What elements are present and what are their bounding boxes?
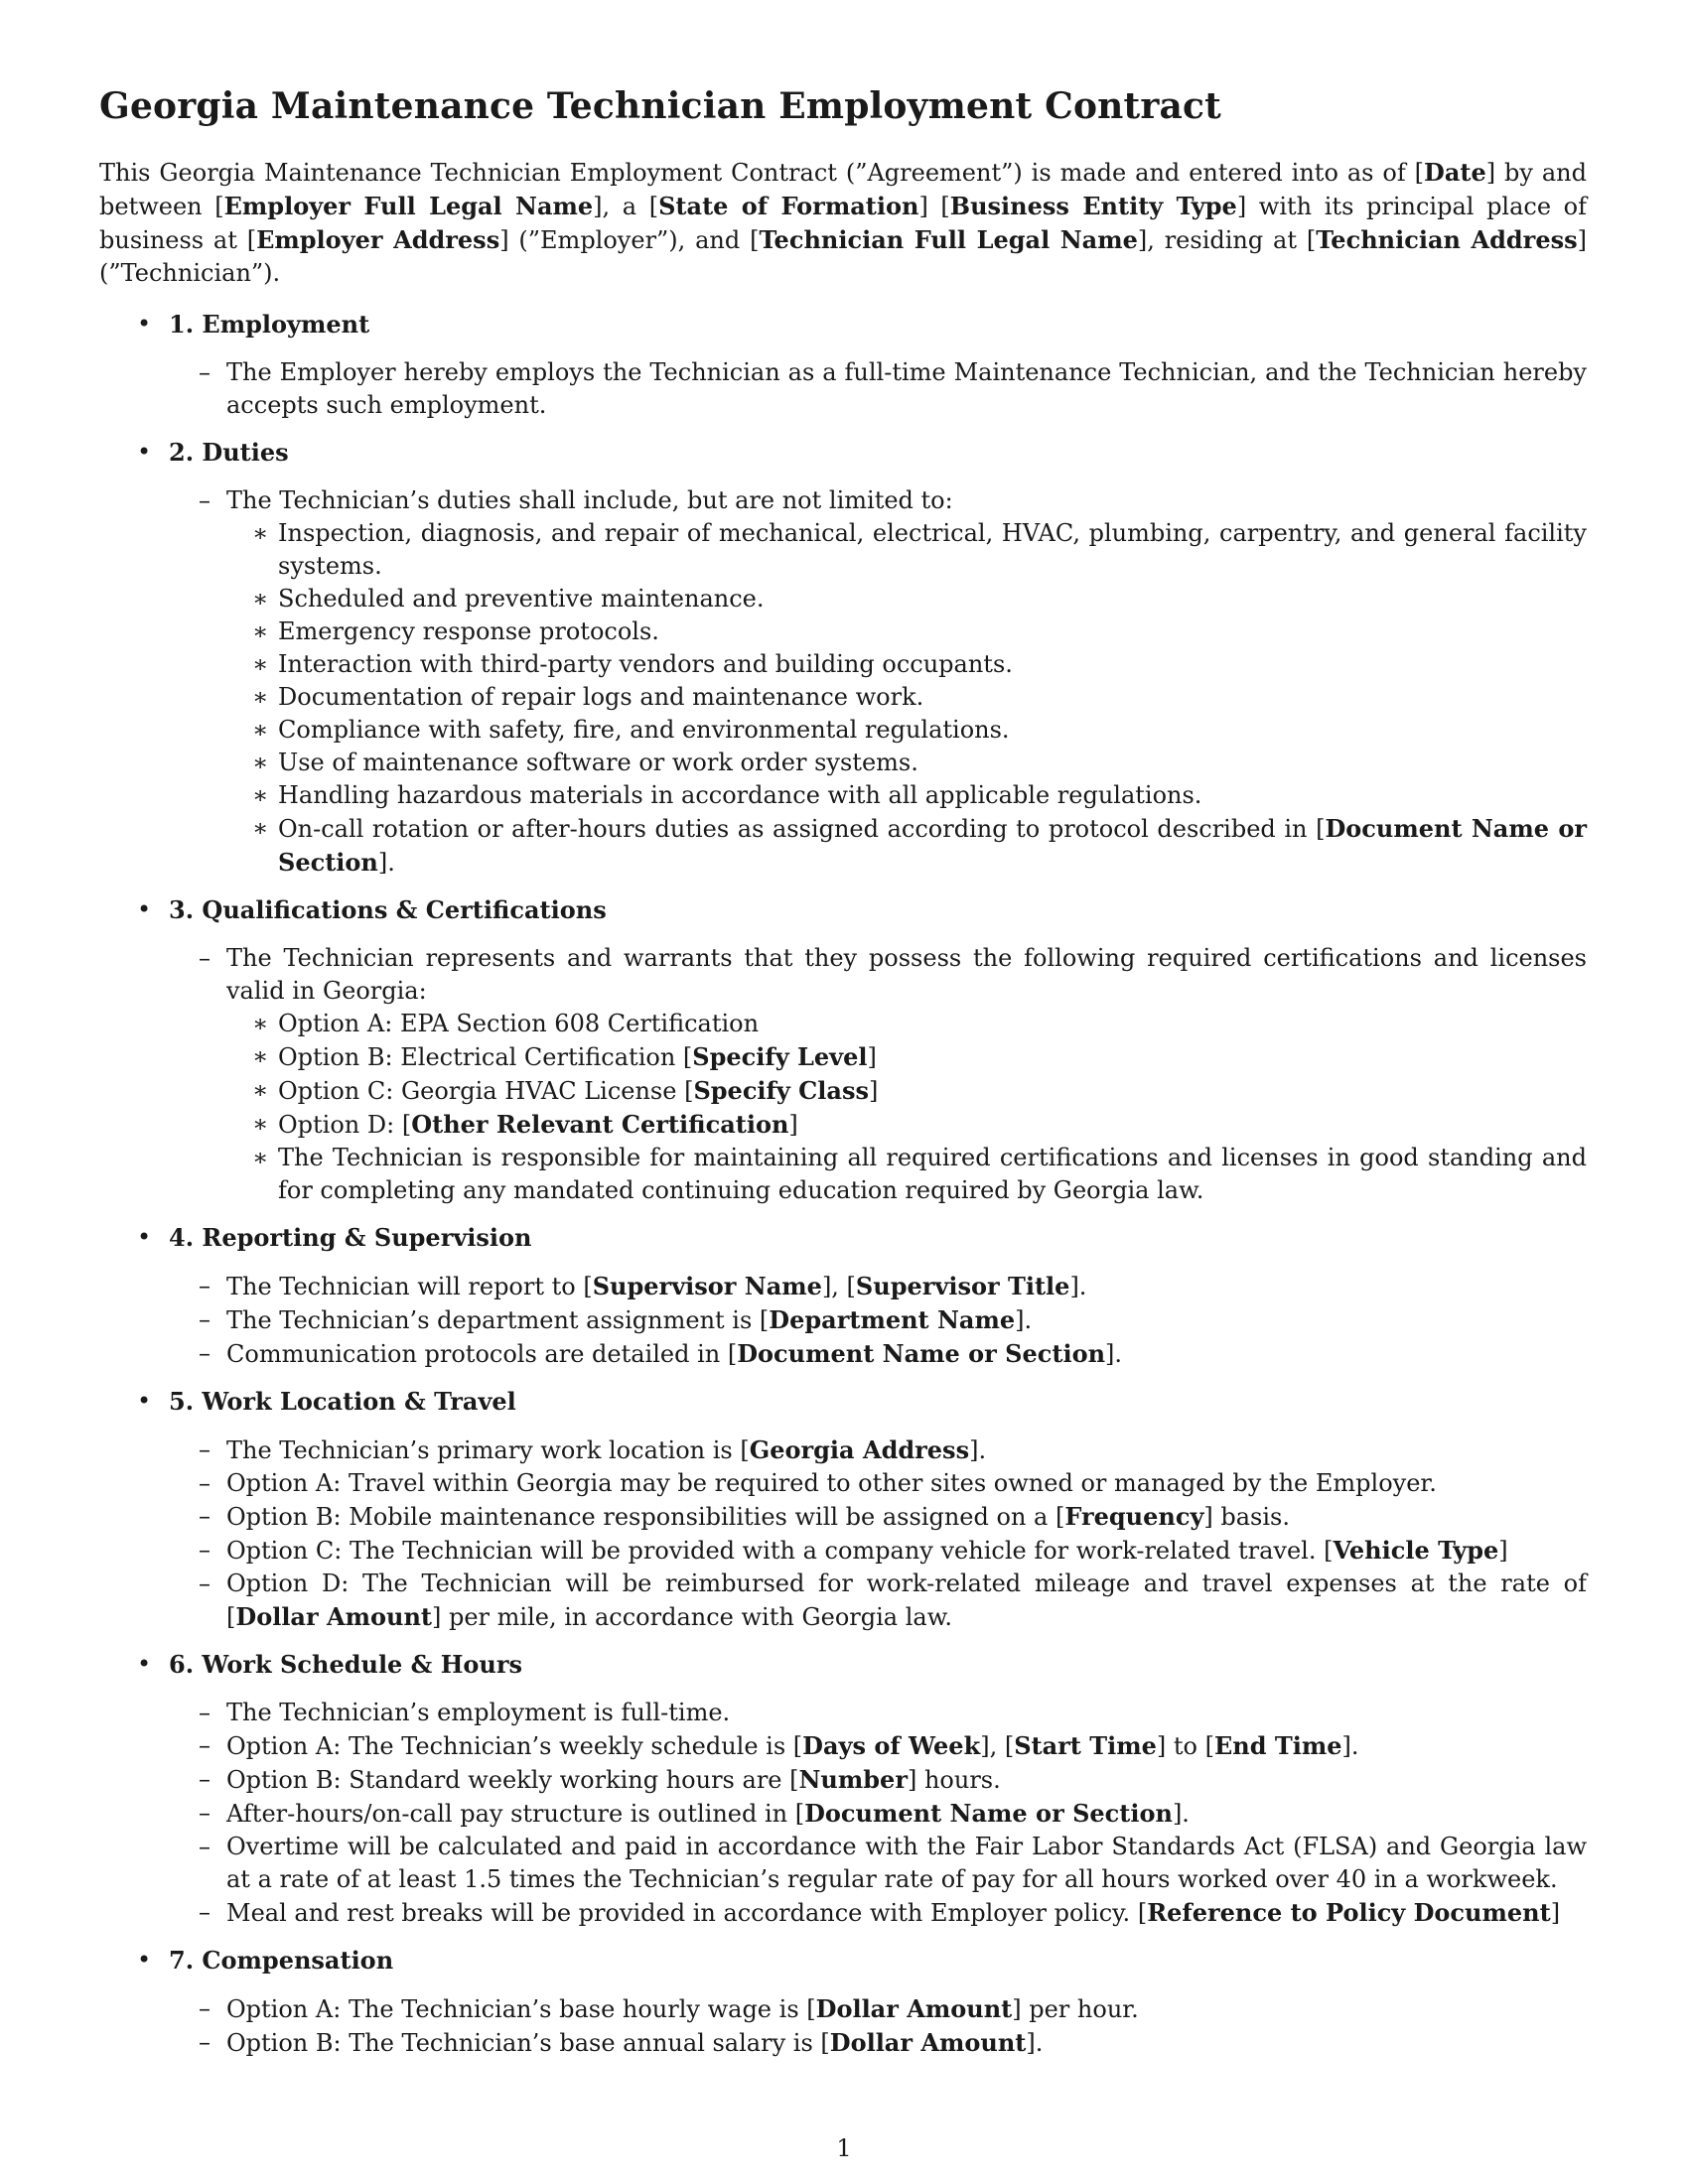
text-run: The Technician’s department assignment is [ [226,1306,770,1335]
text-run: ], [ [980,1732,1015,1761]
text-run: ]. [1015,1306,1033,1335]
clause-text [226,1899,1560,1927]
text-run: Option A: The Technician’s base hourly wage is [ [226,1995,816,2024]
subclause-item [226,747,1587,779]
text-run: The Technician’s employment is full-time. [226,1699,731,1727]
text-run: ]. [1026,2029,1044,2058]
clause-item [169,1568,1587,1634]
text-run: ]. [1172,1800,1190,1829]
placeholder-field: Frequency [1064,1502,1204,1532]
subclause-list [226,1008,1587,1207]
clause-text [226,2029,1043,2057]
text-run: Documentation of repair logs and maintenance work. [278,683,924,712]
text-run: Meal and rest breaks will be provided in accordance with Employer policy. [ [226,1899,1148,1928]
clause-text [226,1833,1587,1893]
dash-icon: – [199,1765,211,1794]
text-run: Option A: The Technician’s weekly schedule is [ [226,1732,803,1761]
asterisk-icon: ∗ [252,683,269,712]
text-run: Option A: EPA Section 608 Certification [278,1010,760,1038]
clause-text [226,1537,1508,1565]
clause-item [169,356,1587,422]
clause-item [169,1992,1587,2026]
text-run: The Employer hereby employs the Technician as a full-time Maintenance Technician, and the Technician hereby accepts such employment. [226,358,1587,420]
bullet-icon: • [137,438,152,467]
clause-list [169,484,1587,880]
text-run: Communication protocols are detailed in [ [226,1340,738,1369]
clause-item [169,1729,1587,1763]
asterisk-icon: ∗ [252,1144,269,1172]
text-run: Compliance with safety, fire, and environmental regulations. [278,716,1010,745]
text-run: ] per hour. [1012,1995,1139,2024]
dash-icon: – [199,1339,211,1368]
text-run: Option A: Travel within Georgia may be required to other sites owned or managed by the Employer. [226,1469,1437,1498]
clause-item [169,1337,1587,1371]
section-title: 7. Compensation [169,1946,394,1976]
text-run: The Technician’s duties shall include, but are not limited to: [226,486,953,515]
clause-text [226,1340,1122,1368]
clause-text [226,358,1587,419]
bullet-icon: • [137,1650,152,1679]
placeholder-field: Dollar Amount [815,1994,1013,2024]
text-run: Option B: The Technician’s base annual salary is [ [226,2029,830,2058]
clause-item [169,1797,1587,1831]
text-run: Inspection, diagnosis, and repair of mechanical, electrical, HVAC, plumbing, carpentry, and general facility systems. [278,519,1587,581]
text-run: Option B: Standard weekly working hours are [ [226,1766,799,1795]
dash-icon: – [199,1502,211,1531]
placeholder-field: Other Relevant Certification [411,1110,789,1140]
placeholder-field: Document Name or Section [737,1339,1106,1369]
text-run: ] [1498,1537,1508,1566]
text-run: ] per mile, in accordance with Georgia law. [432,1603,953,1632]
subclause-item [226,648,1587,681]
placeholder-field: Days of Week [802,1731,981,1761]
dash-icon: – [199,1731,211,1760]
dash-icon: – [199,944,211,973]
intro-paragraph [99,156,1587,290]
section-title: 2. Duties [169,438,289,468]
section-title: 1. Employment [169,310,370,340]
asterisk-icon: ∗ [252,1010,269,1038]
text-run: The Technician’s primary work location is [ [226,1436,750,1465]
clause-item [169,1697,1587,1729]
text-run: ] hours. [907,1766,1001,1795]
clause-list [169,356,1587,422]
text-run: ], [ [821,1273,856,1301]
section-item [99,1221,1587,1371]
dash-icon: – [199,1305,211,1334]
placeholder-field: Document Name or Section [278,814,1587,878]
subclause-item [226,615,1587,648]
placeholder-field: End Time [1213,1731,1342,1761]
text-run: ] [ [918,193,950,221]
bullet-icon: • [137,310,152,339]
text-run: Scheduled and preventive maintenance. [278,585,765,614]
clause-list [169,1270,1587,1371]
text-run: The Technician is responsible for maintaining all required certifications and licenses in good standing and for completing any mandated continuing education required by Georgia law. [278,1144,1587,1205]
bullet-icon: • [137,1223,152,1252]
text-run: Option D: [ [278,1111,412,1140]
clause-list [169,1697,1587,1930]
text-run: ] with its principal place of business at [ [99,193,1588,255]
clause-item [169,942,1587,1207]
placeholder-field: Supervisor Name [592,1272,822,1301]
text-run: Use of maintenance software or work order systems. [278,749,918,777]
placeholder-field: Start Time [1014,1731,1157,1761]
asterisk-icon: ∗ [252,585,269,614]
clause-text [226,1699,730,1726]
text-run: ] basis. [1203,1503,1290,1532]
clause-text [226,1766,1001,1794]
clause-text [226,1273,1086,1300]
text-run: Option D: The Technician will be reimbursed for work-related mileage and travel expenses at the rate of [ [226,1570,1587,1632]
dash-icon: – [199,358,211,387]
text-run: Option C: The Technician will be provided with a company vehicle for work-related travel. [ [226,1537,1334,1566]
document-title: Georgia Maintenance Technician Employment Contract [99,85,1222,127]
clause-item [169,1534,1587,1568]
clause-list [169,1992,1587,2060]
dash-icon: – [199,1799,211,1828]
clause-text [226,1995,1139,2023]
dash-icon: – [199,1272,211,1300]
text-run: The Technician represents and warrants that they possess the following required certifications and licenses valid in Georgia: [226,944,1587,1006]
dash-icon: – [199,1994,211,2023]
subclause-item [226,812,1587,880]
clause-text [226,486,953,514]
clause-item [169,1433,1587,1467]
clause-text [226,1732,1359,1760]
subclause-item [226,779,1587,812]
text-run: ] [1550,1899,1561,1928]
dash-icon: – [199,1833,211,1861]
section-item [99,308,1587,422]
placeholder-field: Supervisor Title [855,1272,1070,1301]
bullet-icon: • [137,895,152,924]
asterisk-icon: ∗ [252,781,269,810]
placeholder-field: Specify Class [693,1076,869,1106]
subclause-item [226,1040,1587,1074]
text-run: Option B: Electrical Certification [ [278,1043,693,1072]
text-run: ], residing at [ [1137,226,1317,255]
text-run: Interaction with third-party vendors and building occupants. [278,650,1013,679]
placeholder-field: Georgia Address [749,1435,970,1465]
clause-item [169,484,1587,880]
text-run: ] (”Employer”), and [ [499,226,760,255]
clause-list [169,1433,1587,1634]
section-title: 5. Work Location & Travel [169,1387,516,1417]
asterisk-icon: ∗ [252,1110,269,1139]
bullet-icon: • [137,1946,152,1975]
placeholder-field: Department Name [769,1305,1016,1335]
dash-icon: – [199,2028,211,2057]
document-page [99,85,1587,2074]
text-run: ] (”Technician”). [99,226,1587,288]
clause-item [169,1270,1587,1303]
page-number: 1 [836,2134,852,2162]
text-run: Emergency response protocols. [278,617,659,646]
text-run: After-hours/on-call pay structure is outlined in [ [226,1800,805,1829]
text-run: On-call rotation or after-hours duties as assigned according to protocol described in [ [278,815,1326,844]
subclause-item [226,1008,1587,1040]
section-item [99,1385,1587,1634]
placeholder-field: State of Formation [658,192,919,221]
placeholder-field: Technician Full Legal Name [759,225,1138,255]
clause-item [169,1500,1587,1534]
text-run: The Technician will report to [ [226,1273,593,1301]
text-run: ]. [1105,1340,1123,1369]
clause-text [226,1800,1190,1828]
placeholder-field: Dollar Amount [829,2028,1027,2058]
dash-icon: – [199,1536,211,1565]
placeholder-field: Document Name or Section [804,1799,1173,1829]
dash-icon: – [199,1699,211,1727]
placeholder-field: Technician Address [1316,225,1578,255]
placeholder-field: Reference to Policy Document [1147,1898,1551,1928]
text-run: ] by and between [ [99,159,1587,221]
asterisk-icon: ∗ [252,749,269,777]
section-item [99,893,1587,1207]
clause-text [226,1436,986,1464]
clause-list [169,942,1587,1207]
clause-text [226,1306,1032,1334]
subclause-item [226,1074,1587,1108]
placeholder-field: Number [798,1765,908,1795]
text-run: ] [788,1111,798,1140]
placeholder-field: Specify Level [692,1042,868,1072]
clause-item [169,1831,1587,1896]
text-run: ]. [1341,1732,1359,1761]
clause-text [226,1503,1290,1531]
subclause-item [226,1142,1587,1207]
dash-icon: – [199,1898,211,1927]
dash-icon: – [199,486,211,515]
text-run: ]. [1069,1273,1087,1301]
placeholder-field: Employer Full Legal Name [223,192,594,221]
placeholder-field: Business Entity Type [949,192,1237,221]
text-run: Option C: Georgia HVAC License [ [278,1077,694,1106]
subclause-item [226,1108,1587,1142]
text-run: ], a [ [593,193,659,221]
dash-icon: – [199,1570,211,1598]
section-list [99,308,1587,2060]
text-run: ] [868,1077,879,1106]
clause-item [169,1303,1587,1337]
asterisk-icon: ∗ [252,1042,269,1071]
dash-icon: – [199,1435,211,1464]
clause-text [226,1570,1587,1631]
asterisk-icon: ∗ [252,814,269,843]
clause-item [169,2026,1587,2060]
text-run: Option B: Mobile maintenance responsibilities will be assigned on a [ [226,1503,1065,1532]
section-item [99,1944,1587,2060]
text-run: Overtime will be calculated and paid in accordance with the Fair Labor Standards Act (FLSA) and Georgia law at a rate of at least 1.5 times the Technician’s regular rate of pay for all hours worked over 40 in a workweek. [226,1833,1587,1894]
clause-item [169,1763,1587,1797]
asterisk-icon: ∗ [252,1076,269,1105]
subclause-item [226,681,1587,714]
clause-text [226,1469,1437,1497]
clause-text [226,944,1587,1005]
placeholder-field: Employer Address [256,225,500,255]
subclause-item [226,714,1587,747]
asterisk-icon: ∗ [252,617,269,646]
asterisk-icon: ∗ [252,519,269,548]
dash-icon: – [199,1469,211,1498]
section-title: 3. Qualifications & Certifications [169,895,607,925]
clause-item [169,1467,1587,1500]
section-title: 6. Work Schedule & Hours [169,1650,522,1680]
asterisk-icon: ∗ [252,650,269,679]
asterisk-icon: ∗ [252,716,269,745]
section-title: 4. Reporting & Supervision [169,1223,532,1253]
subclause-item [226,583,1587,615]
text-run: Handling hazardous materials in accordance with all applicable regulations. [278,781,1202,810]
placeholder-field: Dollar Amount [235,1602,432,1632]
bullet-icon: • [137,1387,152,1416]
text-run: ] [867,1043,877,1072]
clause-item [169,1896,1587,1930]
section-item [99,1648,1587,1930]
placeholder-field: Date [1424,158,1486,188]
section-item [99,436,1587,880]
text-run: ]. [969,1436,987,1465]
text-run: This Georgia Maintenance Technician Employment Contract (”Agreement”) is made and entered into as of [ [99,159,1424,188]
subclause-item [226,517,1587,583]
text-run: ] to [ [1156,1732,1214,1761]
text-run: ]. [377,849,395,878]
placeholder-field: Vehicle Type [1333,1536,1499,1566]
subclause-list [226,517,1587,880]
